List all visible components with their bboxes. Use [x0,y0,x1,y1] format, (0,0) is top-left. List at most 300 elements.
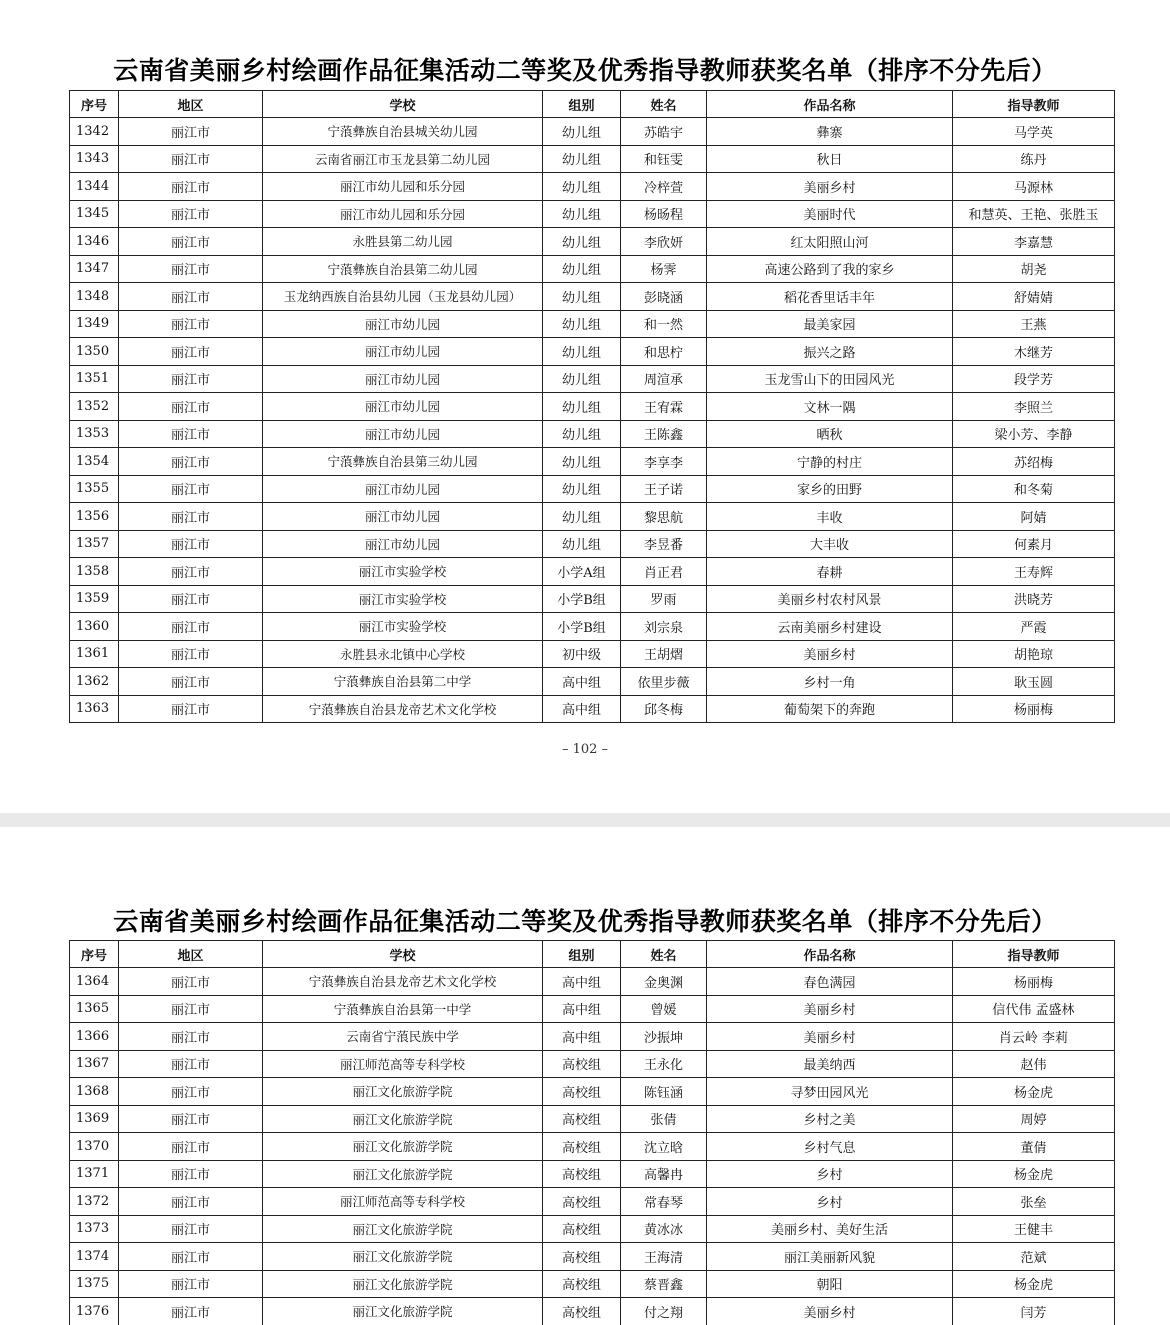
cell-group: 幼儿组 [543,118,621,146]
cell-number: 1365 [70,995,119,1023]
cell-school: 丽江文化旅游学院 [263,1298,543,1325]
cell-region: 丽江市 [119,200,263,228]
cell-work-title: 丽江美丽新风貌 [707,1243,953,1271]
cell-group: 小学B组 [543,613,621,641]
table-row [70,1188,1115,1216]
table-row [70,558,1115,586]
table-row [70,1243,1115,1271]
cell-group: 幼儿组 [543,448,621,476]
table-row [70,173,1115,201]
cell-work-title: 美丽时代 [707,200,953,228]
cell-group: 幼儿组 [543,365,621,393]
table-header-row [70,91,1115,118]
cell-region: 丽江市 [119,448,263,476]
header-group: 组别 [543,941,621,968]
cell-number: 1352 [70,393,119,421]
cell-teacher: 杨丽梅 [953,695,1115,723]
cell-work-title: 高速公路到了我的家乡 [707,255,953,283]
cell-region: 丽江市 [119,558,263,586]
cell-group: 幼儿组 [543,145,621,173]
cell-work-title: 晒秋 [707,420,953,448]
cell-work-title: 春耕 [707,558,953,586]
cell-teacher: 和慧英、王艳、张胜玉 [953,200,1115,228]
cell-school: 丽江市幼儿园和乐分园 [263,173,543,201]
cell-group: 幼儿组 [543,173,621,201]
cell-work-title: 乡村 [707,1160,953,1188]
cell-region: 丽江市 [119,1133,263,1161]
cell-name: 邱冬梅 [621,695,707,723]
cell-school: 丽江市幼儿园 [263,420,543,448]
cell-teacher: 马源林 [953,173,1115,201]
cell-name: 李享李 [621,448,707,476]
cell-school: 丽江市幼儿园 [263,310,543,338]
cell-teacher: 段学芳 [953,365,1115,393]
cell-work-title: 云南美丽乡村建设 [707,613,953,641]
cell-number: 1358 [70,558,119,586]
cell-teacher: 杨金虎 [953,1160,1115,1188]
cell-school: 丽江市幼儿园 [263,530,543,558]
cell-name: 冷梓萱 [621,173,707,201]
page-title: 云南省美丽乡村绘画作品征集活动二等奖及优秀指导教师获奖名单（排序不分先后） [113,907,1057,936]
cell-name: 金奥渊 [621,968,707,996]
cell-region: 丽江市 [119,585,263,613]
table-row [70,118,1115,146]
cell-name: 和思柠 [621,338,707,366]
cell-number: 1366 [70,1023,119,1051]
cell-school: 云南省丽江市玉龙县第二幼儿园 [263,145,543,173]
cell-teacher: 杨金虎 [953,1270,1115,1298]
cell-school: 丽江文化旅游学院 [263,1243,543,1271]
cell-work-title: 振兴之路 [707,338,953,366]
cell-number: 1369 [70,1105,119,1133]
cell-school: 宁蒗彝族自治县第二幼儿园 [263,255,543,283]
table-row [70,585,1115,613]
cell-group: 高中组 [543,1023,621,1051]
cell-work-title: 最美家园 [707,310,953,338]
cell-teacher: 练丹 [953,145,1115,173]
cell-region: 丽江市 [119,613,263,641]
cell-region: 丽江市 [119,1243,263,1271]
table-row [70,1215,1115,1243]
header-teacher: 指导教师 [953,941,1115,968]
cell-teacher: 何素月 [953,530,1115,558]
table-row [70,393,1115,421]
cell-name: 王子诺 [621,475,707,503]
table-row [70,310,1115,338]
header-name: 姓名 [621,91,707,118]
cell-name: 王陈鑫 [621,420,707,448]
cell-group: 高中组 [543,695,621,723]
cell-group: 幼儿组 [543,503,621,531]
cell-region: 丽江市 [119,255,263,283]
cell-group: 幼儿组 [543,255,621,283]
table-row [70,1160,1115,1188]
table-row [70,1298,1115,1325]
cell-number: 1374 [70,1243,119,1271]
table-row [70,1270,1115,1298]
cell-name: 和一然 [621,310,707,338]
cell-number: 1343 [70,145,119,173]
cell-number: 1375 [70,1270,119,1298]
cell-work-title: 丰收 [707,503,953,531]
cell-school: 宁蒗彝族自治县第一中学 [263,995,543,1023]
cell-region: 丽江市 [119,338,263,366]
cell-group: 高校组 [543,1105,621,1133]
table-row [70,145,1115,173]
table-row [70,1050,1115,1078]
cell-group: 高校组 [543,1050,621,1078]
cell-number: 1350 [70,338,119,366]
cell-group: 幼儿组 [543,475,621,503]
cell-number: 1363 [70,695,119,723]
cell-region: 丽江市 [119,503,263,531]
cell-work-title: 美丽乡村 [707,1298,953,1325]
cell-teacher: 张垒 [953,1188,1115,1216]
cell-work-title: 朝阳 [707,1270,953,1298]
cell-school: 宁蒗彝族自治县城关幼儿园 [263,118,543,146]
cell-name: 陈钰涵 [621,1078,707,1106]
cell-name: 蔡晋鑫 [621,1270,707,1298]
cell-school: 丽江市幼儿园 [263,475,543,503]
cell-teacher: 赵伟 [953,1050,1115,1078]
cell-school: 丽江市实验学校 [263,558,543,586]
cell-number: 1371 [70,1160,119,1188]
cell-number: 1370 [70,1133,119,1161]
cell-name: 沈立晗 [621,1133,707,1161]
cell-name: 王海清 [621,1243,707,1271]
cell-school: 丽江市实验学校 [263,585,543,613]
cell-teacher: 董倩 [953,1133,1115,1161]
table-row [70,1133,1115,1161]
cell-teacher: 阿婧 [953,503,1115,531]
cell-teacher: 王健丰 [953,1215,1115,1243]
table-row [70,365,1115,393]
cell-school: 丽江市幼儿园 [263,393,543,421]
cell-group: 高校组 [543,1243,621,1271]
table-row [70,448,1115,476]
cell-region: 丽江市 [119,640,263,668]
cell-school: 丽江文化旅游学院 [263,1078,543,1106]
cell-teacher: 苏绍梅 [953,448,1115,476]
cell-teacher: 王燕 [953,310,1115,338]
cell-teacher: 耿玉圆 [953,668,1115,696]
cell-work-title: 宁静的村庄 [707,448,953,476]
cell-name: 彭晓涵 [621,283,707,311]
cell-school: 宁蒗彝族自治县龙帝艺术文化学校 [263,968,543,996]
table-row [70,1105,1115,1133]
cell-school: 丽江师范高等专科学校 [263,1188,543,1216]
table-row [70,200,1115,228]
cell-region: 丽江市 [119,995,263,1023]
cell-group: 高校组 [543,1215,621,1243]
cell-name: 黎思航 [621,503,707,531]
table-row [70,338,1115,366]
cell-region: 丽江市 [119,530,263,558]
header-school: 学校 [263,91,543,118]
cell-work-title: 乡村 [707,1188,953,1216]
cell-region: 丽江市 [119,1215,263,1243]
cell-group: 幼儿组 [543,420,621,448]
cell-region: 丽江市 [119,695,263,723]
cell-school: 丽江文化旅游学院 [263,1270,543,1298]
cell-teacher: 梁小芳、李静 [953,420,1115,448]
cell-region: 丽江市 [119,145,263,173]
cell-work-title: 美丽乡村农村风景 [707,585,953,613]
cell-work-title: 家乡的田野 [707,475,953,503]
award-table [69,90,1115,723]
cell-group: 幼儿组 [543,200,621,228]
cell-group: 幼儿组 [543,310,621,338]
cell-number: 1359 [70,585,119,613]
cell-work-title: 乡村气息 [707,1133,953,1161]
cell-name: 王永化 [621,1050,707,1078]
cell-name: 罗雨 [621,585,707,613]
cell-region: 丽江市 [119,1023,263,1051]
document-page-2 [0,827,1170,1325]
cell-number: 1368 [70,1078,119,1106]
cell-number: 1348 [70,283,119,311]
table-row [70,420,1115,448]
cell-school: 丽江文化旅游学院 [263,1133,543,1161]
cell-teacher: 杨金虎 [953,1078,1115,1106]
cell-name: 王宥霖 [621,393,707,421]
cell-work-title: 彝寨 [707,118,953,146]
table-row [70,640,1115,668]
cell-work-title: 大丰收 [707,530,953,558]
cell-school: 永胜县永北镇中心学校 [263,640,543,668]
cell-name: 付之翔 [621,1298,707,1325]
cell-name: 肖正君 [621,558,707,586]
cell-number: 1344 [70,173,119,201]
cell-group: 高校组 [543,1078,621,1106]
cell-work-title: 美丽乡村 [707,995,953,1023]
cell-work-title: 葡萄架下的奔跑 [707,695,953,723]
cell-group: 高校组 [543,1298,621,1325]
table-row [70,613,1115,641]
page-title: 云南省美丽乡村绘画作品征集活动二等奖及优秀指导教师获奖名单（排序不分先后） [113,56,1057,85]
table-row [70,530,1115,558]
cell-group: 小学A组 [543,558,621,586]
cell-name: 沙振坤 [621,1023,707,1051]
cell-region: 丽江市 [119,968,263,996]
table-header-row [70,941,1115,968]
cell-name: 黄冰冰 [621,1215,707,1243]
cell-teacher: 肖云岭 李莉 [953,1023,1115,1051]
cell-name: 依里步薇 [621,668,707,696]
cell-group: 高校组 [543,1188,621,1216]
cell-work-title: 红太阳照山河 [707,228,953,256]
cell-school: 丽江市幼儿园 [263,503,543,531]
cell-work-title: 美丽乡村、美好生活 [707,1215,953,1243]
table-row [70,283,1115,311]
table-row [70,995,1115,1023]
cell-group: 高校组 [543,1160,621,1188]
cell-work-title: 稻花香里话丰年 [707,283,953,311]
cell-number: 1357 [70,530,119,558]
cell-name: 杨旸程 [621,200,707,228]
cell-group: 幼儿组 [543,530,621,558]
cell-teacher: 信代伟 孟盛林 [953,995,1115,1023]
cell-school: 宁蒗彝族自治县第二中学 [263,668,543,696]
cell-work-title: 美丽乡村 [707,1023,953,1051]
cell-region: 丽江市 [119,118,263,146]
cell-teacher: 马学英 [953,118,1115,146]
cell-teacher: 李嘉慧 [953,228,1115,256]
cell-teacher: 严霞 [953,613,1115,641]
cell-region: 丽江市 [119,668,263,696]
cell-name: 和钰雯 [621,145,707,173]
header-work-title: 作品名称 [707,941,953,968]
table-row [70,968,1115,996]
cell-work-title: 寻梦田园风光 [707,1078,953,1106]
cell-school: 丽江文化旅游学院 [263,1105,543,1133]
cell-teacher: 胡尧 [953,255,1115,283]
cell-name: 李昱番 [621,530,707,558]
cell-number: 1367 [70,1050,119,1078]
cell-number: 1347 [70,255,119,283]
cell-region: 丽江市 [119,1050,263,1078]
header-name: 姓名 [621,941,707,968]
cell-work-title: 玉龙雪山下的田园风光 [707,365,953,393]
cell-teacher: 洪晓芳 [953,585,1115,613]
cell-name: 杨霁 [621,255,707,283]
cell-region: 丽江市 [119,1188,263,1216]
header-group: 组别 [543,91,621,118]
cell-school: 永胜县第二幼儿园 [263,228,543,256]
cell-teacher: 胡艳琼 [953,640,1115,668]
header-number: 序号 [70,91,119,118]
cell-region: 丽江市 [119,228,263,256]
cell-number: 1355 [70,475,119,503]
cell-school: 宁蒗彝族自治县龙帝艺术文化学校 [263,695,543,723]
cell-name: 常春琴 [621,1188,707,1216]
cell-number: 1349 [70,310,119,338]
cell-region: 丽江市 [119,283,263,311]
cell-teacher: 闫芳 [953,1298,1115,1325]
cell-group: 幼儿组 [543,228,621,256]
cell-region: 丽江市 [119,1298,263,1325]
cell-teacher: 杨丽梅 [953,968,1115,996]
cell-number: 1373 [70,1215,119,1243]
cell-work-title: 最美纳西 [707,1050,953,1078]
cell-region: 丽江市 [119,475,263,503]
cell-number: 1372 [70,1188,119,1216]
cell-number: 1342 [70,118,119,146]
table-row [70,1078,1115,1106]
cell-name: 苏皓宇 [621,118,707,146]
cell-group: 幼儿组 [543,393,621,421]
table-body [70,118,1115,723]
table-row [70,475,1115,503]
table-row [70,668,1115,696]
cell-name: 刘宗泉 [621,613,707,641]
cell-group: 幼儿组 [543,338,621,366]
cell-group: 初中级 [543,640,621,668]
cell-teacher: 舒婧婧 [953,283,1115,311]
cell-region: 丽江市 [119,365,263,393]
cell-work-title: 秋日 [707,145,953,173]
cell-teacher: 范斌 [953,1243,1115,1271]
cell-name: 王胡熠 [621,640,707,668]
cell-region: 丽江市 [119,1078,263,1106]
cell-work-title: 文林一隅 [707,393,953,421]
header-number: 序号 [70,941,119,968]
cell-school: 丽江文化旅游学院 [263,1160,543,1188]
award-table [69,940,1115,1325]
cell-teacher: 木继芳 [953,338,1115,366]
cell-group: 高校组 [543,1270,621,1298]
cell-region: 丽江市 [119,1160,263,1188]
cell-school: 宁蒗彝族自治县第三幼儿园 [263,448,543,476]
cell-work-title: 乡村之美 [707,1105,953,1133]
cell-name: 李欣妍 [621,228,707,256]
cell-group: 高校组 [543,1133,621,1161]
table-row [70,1023,1115,1051]
cell-region: 丽江市 [119,420,263,448]
header-work-title: 作品名称 [707,91,953,118]
cell-group: 高中组 [543,995,621,1023]
cell-number: 1360 [70,613,119,641]
cell-region: 丽江市 [119,173,263,201]
cell-work-title: 乡村一角 [707,668,953,696]
header-region: 地区 [119,91,263,118]
cell-number: 1345 [70,200,119,228]
header-teacher: 指导教师 [953,91,1115,118]
cell-group: 高中组 [543,668,621,696]
cell-work-title: 美丽乡村 [707,640,953,668]
table-row [70,255,1115,283]
cell-teacher: 李照兰 [953,393,1115,421]
table-row [70,695,1115,723]
cell-school: 丽江师范高等专科学校 [263,1050,543,1078]
cell-group: 幼儿组 [543,283,621,311]
cell-school: 丽江市实验学校 [263,613,543,641]
cell-school: 云南省宁蒗民族中学 [263,1023,543,1051]
cell-name: 高馨冉 [621,1160,707,1188]
cell-work-title: 美丽乡村 [707,173,953,201]
table-row [70,228,1115,256]
header-region: 地区 [119,941,263,968]
cell-number: 1351 [70,365,119,393]
cell-number: 1356 [70,503,119,531]
header-school: 学校 [263,941,543,968]
cell-school: 丽江市幼儿园 [263,338,543,366]
cell-name: 周渲承 [621,365,707,393]
cell-number: 1376 [70,1298,119,1325]
table-body [70,968,1115,1325]
cell-teacher: 王寿辉 [953,558,1115,586]
cell-region: 丽江市 [119,1270,263,1298]
table-row [70,503,1115,531]
cell-school: 玉龙纳西族自治县幼儿园（玉龙县幼儿园） [263,283,543,311]
cell-school: 丽江文化旅游学院 [263,1215,543,1243]
cell-number: 1364 [70,968,119,996]
cell-name: 张倩 [621,1105,707,1133]
cell-number: 1361 [70,640,119,668]
cell-number: 1362 [70,668,119,696]
cell-name: 曾媛 [621,995,707,1023]
cell-number: 1353 [70,420,119,448]
cell-work-title: 春色满园 [707,968,953,996]
cell-teacher: 和冬菊 [953,475,1115,503]
cell-number: 1346 [70,228,119,256]
cell-school: 丽江市幼儿园和乐分园 [263,200,543,228]
cell-number: 1354 [70,448,119,476]
cell-region: 丽江市 [119,310,263,338]
page-number: – 102 – [561,742,609,757]
cell-group: 小学B组 [543,585,621,613]
cell-region: 丽江市 [119,393,263,421]
